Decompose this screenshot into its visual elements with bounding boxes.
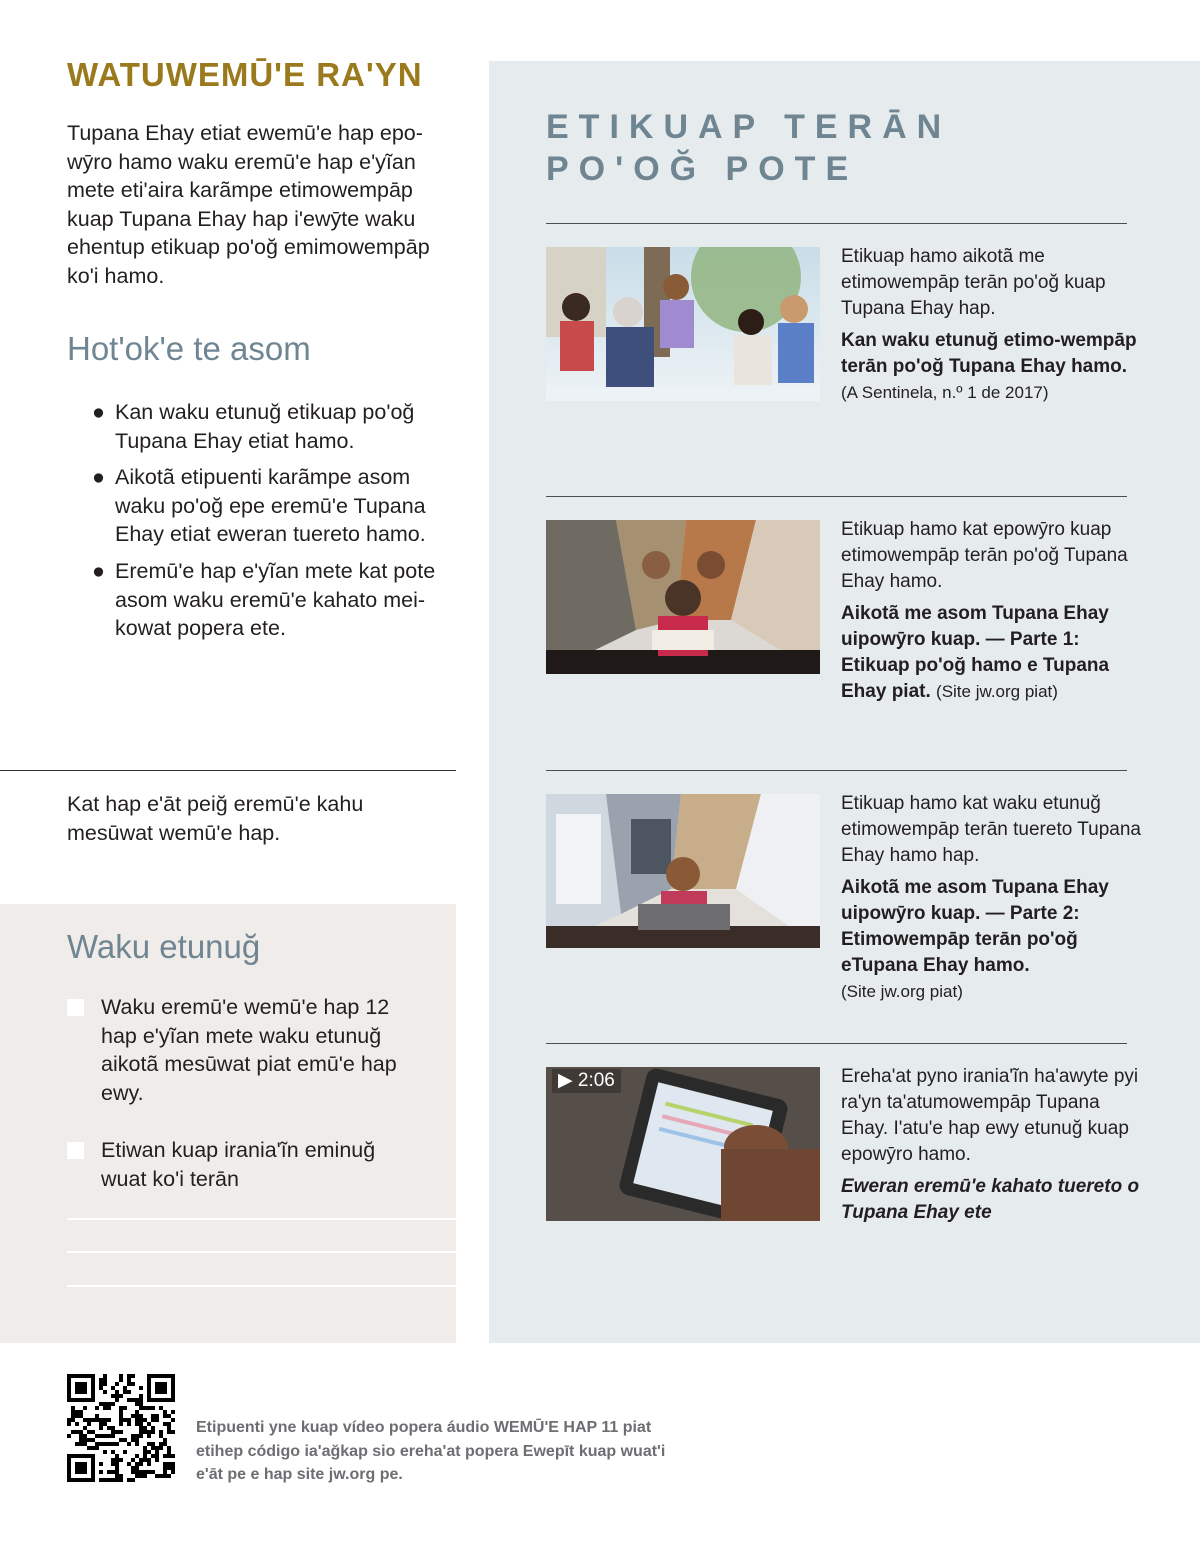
divider xyxy=(0,770,456,771)
resource-entry xyxy=(841,1064,1141,1226)
bullet-icon: ● xyxy=(92,465,105,490)
note-text: Kat hap e'āt peiğ eremū'e kahu mesūwat wemū'e hap. xyxy=(67,792,364,845)
task-title: Waku etunuğ xyxy=(67,928,261,965)
write-in-line[interactable] xyxy=(67,1218,456,1220)
article-thumbnail[interactable] xyxy=(546,247,820,401)
divider xyxy=(546,496,1127,497)
resource-entry xyxy=(841,791,1141,1005)
resource-link[interactable]: Aikotã me asom Tupana Ehay uipowȳro kuap. — Parte 1: Etikuap po'oğ hamo e Tupana Ehay piat. (Site jw.org piat) xyxy=(841,603,1110,702)
panel-title: ETIKUAP TERĀN PO'OĞ POTE xyxy=(546,108,952,188)
qr-code-icon[interactable] xyxy=(67,1374,175,1482)
resource-link[interactable]: Kan waku etunuğ etimo-wempāp terān po'oğ Tupana Ehay hamo. (A Sentinela, n.º 1 de 2017) xyxy=(841,330,1137,402)
task-item: Waku eremū'e wemū'e hap 12 hap e'yĩan mete waku etunuğ aikotã mesūwat piat emū'e hap ewy. xyxy=(67,993,407,1107)
resource-description: Etikuap hamo kat waku etunuğ etimowempāp terān tuereto Tupana Ehay hamo hap. xyxy=(841,793,1141,866)
bullet-icon: ● xyxy=(92,400,105,424)
checkbox[interactable] xyxy=(67,1142,84,1159)
divider xyxy=(546,770,1127,771)
article-thumbnail[interactable] xyxy=(546,520,820,674)
task-item: Etiwan kuap irania'ĩn eminuğ wuat ko'i terān xyxy=(67,1136,407,1193)
article-thumbnail[interactable] xyxy=(546,794,820,948)
summary-text: Tupana Ehay etiat ewemū'e hap epo-wȳro hamo waku eremū'e hap e'yĩan mete eti'aira karãmpe etimowempāp kuap Tupana Ehay hap i'ewȳte waku ehentup etikuap po'oğ emimowempāp ko'i hamo. xyxy=(67,121,430,288)
bullet-icon: ● xyxy=(92,558,105,583)
checkbox[interactable] xyxy=(67,999,84,1016)
resource-link[interactable]: Aikotã me asom Tupana Ehay uipowȳro kuap. — Parte 2: Etimowempāp terān po'oğ eTupana Ehay hamo. (Site jw.org piat) xyxy=(841,877,1109,1001)
video-duration-badge: ▶ 2:06 xyxy=(552,1069,621,1093)
write-in-line[interactable] xyxy=(67,1251,456,1253)
resource-description: Ereha'at pyno irania'ĩn ha'awyte pyi ra'yn ta'atumowempāp Tupana Ehay. I'atu'e hap ewy etunuğ kuap epowȳro hamo. xyxy=(841,1066,1139,1165)
footer-note: Etipuenti yne kuap vídeo popera áudio WEMŪ'E HAP 11 piat etihep código ia'ağkap sio ereha'at popera Ewepīt kuap wuat'i e'āt pe e hap site jw.org pe. xyxy=(196,1419,666,1483)
resource-description: Etikuap hamo aikotã me etimowempāp terān po'oğ kuap Tupana Ehay hap. xyxy=(841,246,1106,319)
review-item: ● Kan waku etunuğ etikuap po'oğ Tupana Ehay etiat hamo. xyxy=(92,400,415,453)
task-panel xyxy=(0,904,456,1343)
resource-description: Etikuap hamo kat epowȳro kuap etimowempāp terān po'oğ Tupana Ehay hamo. xyxy=(841,519,1128,592)
review-item: ● Eremū'e hap e'yĩan mete kat pote asom waku eremū'e kahato mei-kowat popera ete. xyxy=(92,558,436,641)
resource-link[interactable]: Eweran eremū'e kahato tuereto o Tupana Ehay ete xyxy=(841,1176,1140,1223)
divider xyxy=(546,1043,1127,1044)
review-list xyxy=(92,398,462,651)
review-title: Hot'ok'e te asom xyxy=(67,330,311,367)
summary-title: WATUWEMŪ'E RA'YN xyxy=(67,56,423,93)
write-in-line[interactable] xyxy=(67,1285,456,1287)
resource-entry xyxy=(841,244,1141,406)
resource-entry xyxy=(841,517,1141,705)
divider xyxy=(546,223,1127,224)
review-item: ● Aikotã etipuenti karãmpe asom waku po'oğ epe eremū'e Tupana Ehay etiat eweran tuereto hamo. xyxy=(92,465,426,547)
